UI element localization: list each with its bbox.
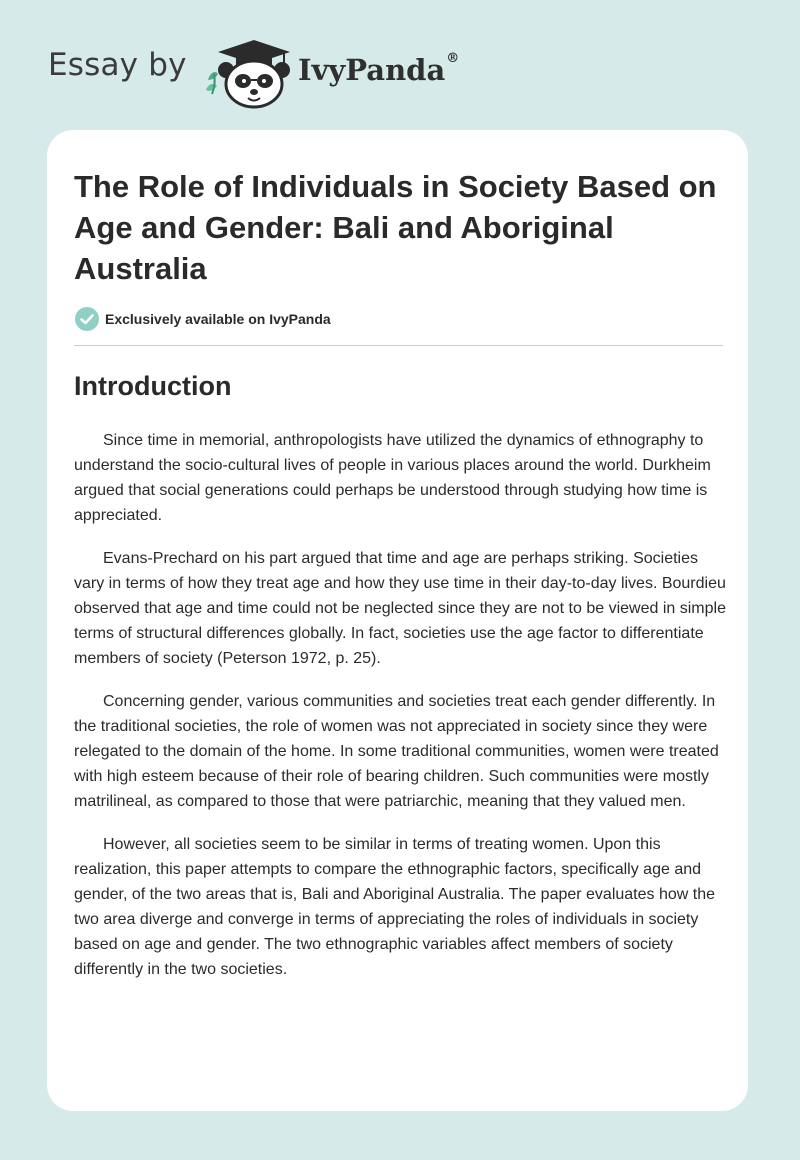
site-header: [0, 0, 800, 128]
paragraph: Concerning gender, various communities and societies treat each gender differently. In the traditional societies, the role of women was not appreciated in society since they were relegated to the domain of the home. In some traditional communities, women were treated with high esteem because of their role of bearing children. Such communities were mostly matrilineal, as compared to those that were patriarchic, meaning that they valued men.: [74, 693, 719, 810]
essay-title: The Role of Individuals in Society Based on Age and Gender: Bali and Aboriginal Australia: [74, 169, 717, 286]
exclusive-badge: [75, 307, 331, 331]
essay-by-label: Essay by: [48, 47, 187, 83]
panda-graduation-cap-icon[interactable]: [200, 36, 296, 110]
registered-mark: ®: [446, 51, 460, 66]
paragraph: Evans-Prechard on his part argued that time and age are perhaps striking. Societies vary in terms of how they treat age and how they use time in their day-to-day lives. Bourdieu observed that age and time could not be neglected since they are not to be viewed in simple terms of structural differences globally. In fact, societies use the age factor to differentiate members of society (Peterson 1972, p. 25).: [74, 550, 726, 667]
title-divider: [74, 345, 723, 346]
section-heading: Introduction: [74, 371, 232, 401]
brand-name: IvyPanda: [298, 53, 446, 87]
paragraph: However, all societies seem to be similar in terms of treating women. Upon this realization, this paper attempts to compare the ethnographic factors, specifically age and gender, of the two areas that is, Bali and Aboriginal Australia. The paper evaluates how the two area diverge and converge in terms of appreciating the roles of individuals in society based on age and gender. The two ethnographic variables affect members of society differently in the two societies.: [74, 836, 716, 978]
paragraph: Since time in memorial, anthropologists have utilized the dynamics of ethnography to understand the socio-cultural lives of people in various places around the world. Durkheim argued that social generations could perhaps be understood through studying how time is appreciated.: [74, 432, 711, 524]
check-circle-icon: [75, 307, 99, 331]
exclusive-badge-text: Exclusively available on IvyPanda: [105, 311, 331, 327]
essay-body: [74, 428, 726, 1000]
brand-logotype[interactable]: [298, 51, 460, 87]
essay-card: [47, 130, 748, 1111]
